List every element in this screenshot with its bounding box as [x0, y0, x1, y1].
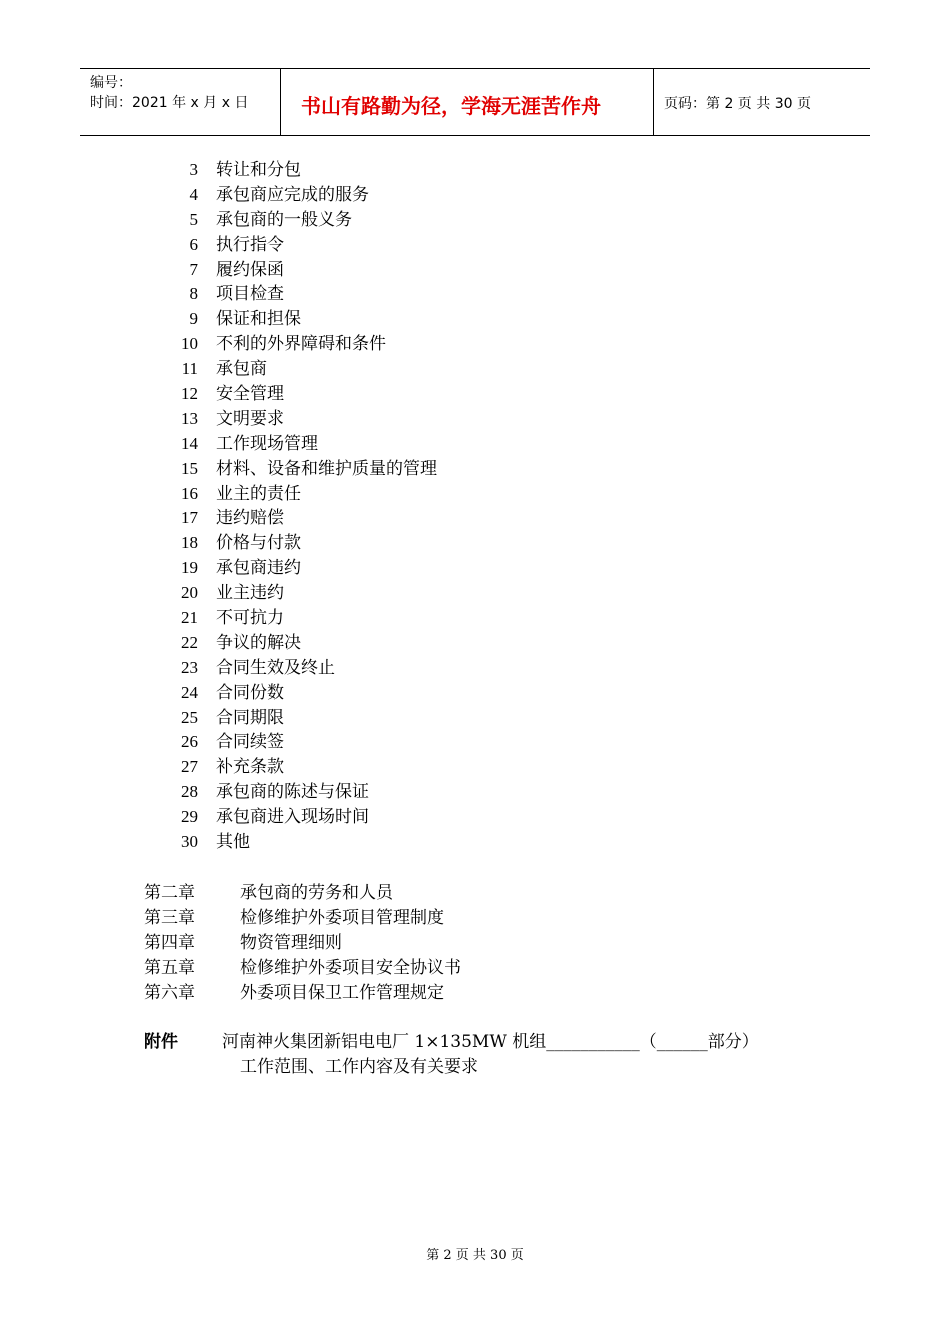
- toc-item: [0, 805, 950, 830]
- toc-item: [0, 282, 950, 307]
- toc-item-title: 工作现场管理: [216, 433, 318, 454]
- toc-item-title: 材料、设备和维护质量的管理: [216, 458, 437, 479]
- toc-item-number: 7: [189, 259, 198, 279]
- motto-text: 书山有路勤为径，学海无涯苦作舟: [301, 93, 601, 118]
- toc-item-title: 业主的责任: [216, 483, 301, 504]
- toc-item-number: 4: [189, 184, 198, 204]
- toc-item-number: 18: [181, 533, 198, 553]
- toc-item: [0, 432, 950, 457]
- chapter-label: 第四章: [144, 932, 195, 953]
- toc-item-title: 合同份数: [216, 682, 284, 703]
- toc-item: [0, 506, 950, 531]
- toc-item-number: 8: [189, 284, 198, 304]
- toc-item-number: 16: [181, 483, 198, 503]
- toc-item-title: 安全管理: [216, 384, 284, 405]
- toc-item: [0, 631, 950, 656]
- toc-item-title: 合同续签: [216, 732, 284, 753]
- header-page-cell: [654, 69, 870, 135]
- chapter-list: [0, 881, 950, 1005]
- toc-item-number: 14: [181, 433, 198, 453]
- toc-item: [0, 656, 950, 681]
- toc-item-title: 文明要求: [216, 408, 284, 429]
- toc-item-number: 28: [181, 782, 198, 802]
- chapter-title: 外委项目保卫工作管理规定: [240, 982, 444, 1003]
- toc-item: [0, 457, 950, 482]
- toc-item: [0, 681, 950, 706]
- toc-item-number: 21: [181, 608, 198, 628]
- toc-item: [0, 183, 950, 208]
- toc-item: [0, 556, 950, 581]
- toc-item: [0, 531, 950, 556]
- header-motto-cell: [281, 69, 654, 135]
- time-label: 时间：2021 年 x 月 x 日: [90, 95, 249, 111]
- toc-item-title: 执行指令: [216, 234, 284, 255]
- toc-item-number: 6: [189, 234, 198, 254]
- toc-item-title: 转让和分包: [216, 160, 301, 180]
- toc-item: [0, 258, 950, 283]
- toc-item-title: 履约保函: [216, 259, 284, 280]
- toc-item-title: 价格与付款: [216, 533, 301, 554]
- toc-item-number: 25: [181, 707, 198, 727]
- page-info: 页码：第 2 页 共 30 页: [664, 96, 811, 112]
- toc-item-title: 承包商进入现场时间: [216, 807, 369, 828]
- toc-item-number: 13: [181, 408, 198, 428]
- attachment-title: 河南神火集团新铝电电厂 1×135MW 机组___________（______部分）: [222, 1032, 759, 1052]
- toc-item-title: 保证和担保: [216, 309, 301, 330]
- chapter-label: 第五章: [144, 957, 195, 978]
- toc-item: [0, 606, 950, 631]
- toc-item-title: 其他: [216, 832, 250, 853]
- toc-item-number: 29: [181, 807, 198, 827]
- toc-item-number: 19: [181, 558, 198, 578]
- attachment-label: 附件: [144, 1032, 178, 1052]
- toc-item-number: 10: [181, 334, 198, 354]
- attachment-subtitle: 工作范围、工作内容及有关要求: [240, 1057, 478, 1077]
- toc-item-number: 24: [181, 682, 198, 702]
- toc-item: [0, 332, 950, 357]
- toc-item-title: 合同生效及终止: [216, 657, 335, 678]
- toc-item-title: 合同期限: [216, 707, 284, 728]
- toc-item-title: 承包商应完成的服务: [216, 184, 369, 205]
- toc-item-title: 承包商的陈述与保证: [216, 782, 369, 803]
- chapter-item: [0, 981, 950, 1006]
- chapter-title: 承包商的劳务和人员: [240, 883, 393, 903]
- chapter-item: [0, 906, 950, 931]
- chapter-item: [0, 956, 950, 981]
- toc-item-title: 不利的外界障碍和条件: [216, 334, 386, 355]
- toc-item: [0, 581, 950, 606]
- toc-item: [0, 482, 950, 507]
- chapter-label: 第二章: [144, 883, 195, 903]
- toc-item-title: 承包商的一般义务: [216, 209, 352, 230]
- toc-item-number: 5: [189, 209, 198, 229]
- toc-item-title: 项目检查: [216, 284, 284, 305]
- chapter-title: 物资管理细则: [240, 932, 342, 953]
- chapter-label: 第三章: [144, 907, 195, 928]
- toc-item-number: 23: [181, 657, 198, 677]
- toc-item-title: 不可抗力: [216, 608, 284, 629]
- chapter-item: [0, 931, 950, 956]
- page-footer: 第 2 页 共 30 页: [426, 1248, 524, 1263]
- toc-item-number: 9: [189, 309, 198, 329]
- toc-item-number: 26: [181, 732, 198, 752]
- chapter-label: 第六章: [144, 982, 195, 1003]
- toc-item: [0, 706, 950, 731]
- toc-item-title: 承包商: [216, 359, 267, 380]
- toc-item: [0, 357, 950, 382]
- toc-item: [0, 730, 950, 755]
- chapter-item: [0, 881, 950, 906]
- toc-item: [0, 307, 950, 332]
- toc-item-title: 违约赔偿: [216, 508, 284, 529]
- toc-item: [0, 780, 950, 805]
- toc-item-number: 11: [181, 359, 198, 379]
- number-label: 编号：: [90, 75, 132, 91]
- toc-item: [0, 233, 950, 258]
- toc-list: [0, 158, 950, 855]
- toc-item-title: 争议的解决: [216, 632, 301, 653]
- toc-item-number: 22: [181, 632, 198, 652]
- toc-item-title: 承包商违约: [216, 558, 301, 579]
- toc-item: [0, 755, 950, 780]
- toc-item: [0, 208, 950, 233]
- toc-item-title: 补充条款: [216, 757, 284, 778]
- toc-item: [0, 407, 950, 432]
- toc-item-number: 30: [181, 832, 198, 852]
- toc-item-number: 3: [189, 160, 198, 179]
- header-meta-cell: [80, 69, 281, 135]
- toc-item-number: 27: [181, 757, 198, 777]
- chapter-title: 检修维护外委项目管理制度: [240, 907, 444, 928]
- toc-item-number: 15: [181, 458, 198, 478]
- page-header: [80, 68, 870, 136]
- toc-item-number: 12: [181, 384, 198, 404]
- chapter-title: 检修维护外委项目安全协议书: [240, 957, 461, 978]
- toc-item: [0, 830, 950, 855]
- toc-item: [0, 382, 950, 407]
- toc-item: [0, 158, 950, 183]
- toc-item-title: 业主违约: [216, 583, 284, 604]
- toc-item-number: 17: [181, 508, 198, 528]
- toc-item-number: 20: [181, 583, 198, 603]
